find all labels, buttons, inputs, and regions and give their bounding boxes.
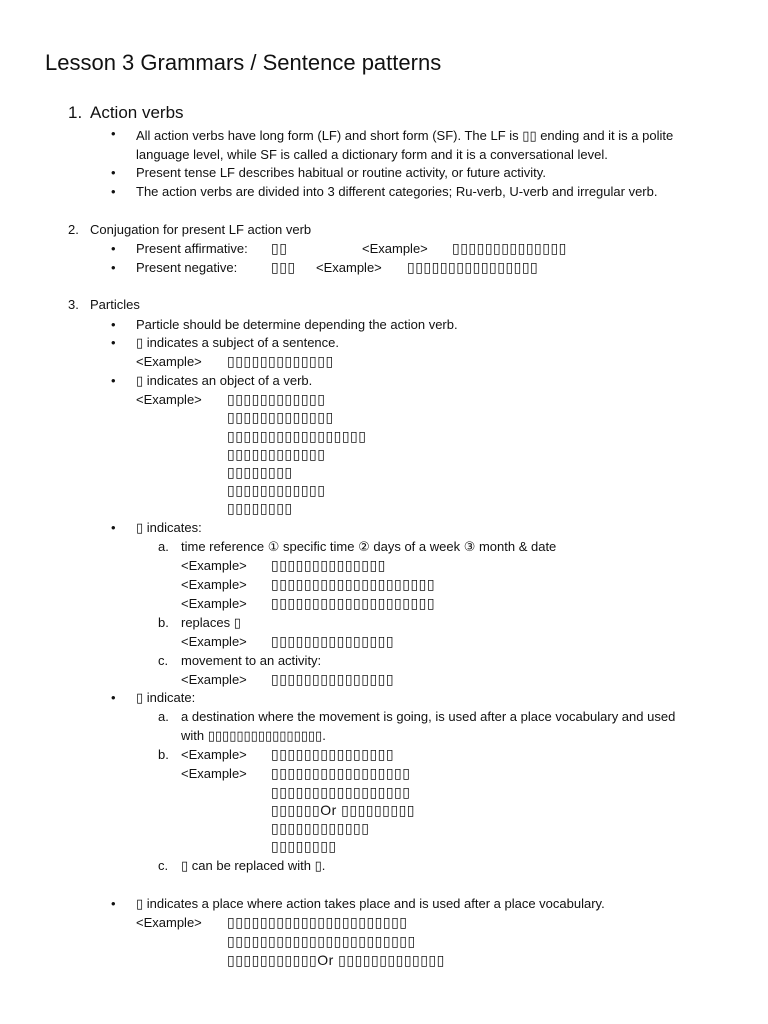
bullet-icon: • <box>111 126 116 141</box>
object-example-line: ▯▯▯▯▯▯▯▯ <box>227 464 293 480</box>
bullet-icon: • <box>111 690 116 705</box>
section-3-heading: Particles <box>90 297 140 312</box>
section-2-number: 2. <box>68 222 79 237</box>
example-label: <Example> <box>316 260 382 275</box>
section-1-heading: Action verbs <box>90 103 184 122</box>
example-label: <Example> <box>181 577 247 592</box>
object-example-line: ▯▯▯▯▯▯▯▯ <box>227 500 293 516</box>
he-example-line: ▯▯▯▯▯▯▯▯ <box>271 838 337 854</box>
bullet-icon: • <box>111 520 116 535</box>
ni-movement: movement to an activity: <box>181 653 322 668</box>
sub-letter: b. <box>158 747 169 762</box>
he-destination-line1: a destination where the movement is going, is used after a place vocabulary and used <box>181 709 676 724</box>
de-example-line: ▯▯▯▯▯▯▯▯▯▯▯▯▯▯▯▯▯▯▯▯▯▯ <box>227 914 408 930</box>
he-example-line: ▯▯▯▯▯▯▯▯▯▯▯▯ <box>271 820 370 836</box>
bullet-icon: • <box>111 260 116 275</box>
particles-intro: Particle should be determine depending the action verb. <box>136 317 458 332</box>
example-label: <Example> <box>181 596 247 611</box>
particle-subject: ▯ indicates a subject of a sentence. <box>136 335 339 350</box>
present-affirmative-example: ▯▯▯▯▯▯▯▯▯▯▯▯▯▯ <box>452 240 567 256</box>
example-label: <Example> <box>362 241 428 256</box>
s1-bullet-categories: The action verbs are divided into 3 different categories; Ru-verb, U-verb and irregular verb. <box>136 184 658 199</box>
example-label: <Example> <box>136 915 202 930</box>
present-negative-label: Present negative: <box>136 260 238 275</box>
object-example-line: ▯▯▯▯▯▯▯▯▯▯▯▯▯▯▯▯▯ <box>227 428 367 444</box>
bullet-icon: • <box>111 317 116 332</box>
he-example-line: ▯▯▯▯▯▯Or ▯▯▯▯▯▯▯▯▯ <box>271 802 416 818</box>
example-label: <Example> <box>136 354 202 369</box>
ni-movement-example: ▯▯▯▯▯▯▯▯▯▯▯▯▯▯▯ <box>271 671 395 687</box>
s1-bullet-present-tense: Present tense LF describes habitual or routine activity, or future activity. <box>136 165 546 180</box>
s1-bullet-lf-sf: All action verbs have long form (LF) and short form (SF). The LF is ▯▯ ending and it is a polite language level, while SF is called a dictionary form and it is a conversational level. <box>136 128 674 162</box>
particle-he: ▯ indicate: <box>136 690 196 705</box>
he-example-line: ▯▯▯▯▯▯▯▯▯▯▯▯▯▯▯▯▯ <box>271 765 411 781</box>
he-replaced-with: ▯ can be replaced with ▯. <box>181 858 326 873</box>
particle-ni: ▯ indicates: <box>136 520 202 535</box>
sub-letter: c. <box>158 858 169 873</box>
sub-letter: c. <box>158 653 169 668</box>
object-example-line: ▯▯▯▯▯▯▯▯▯▯▯▯ <box>227 482 326 498</box>
present-negative-example: ▯▯▯▯▯▯▯▯▯▯▯▯▯▯▯▯ <box>407 259 539 275</box>
bullet-icon: • <box>111 373 116 388</box>
example-label: <Example> <box>181 766 247 781</box>
he-destination-line2: with ▯▯▯▯▯▯▯▯▯▯▯▯▯▯▯▯. <box>181 728 326 743</box>
example-label: <Example> <box>136 392 202 407</box>
object-example-line: ▯▯▯▯▯▯▯▯▯▯▯▯ <box>227 446 326 462</box>
ni-time-example: ▯▯▯▯▯▯▯▯▯▯▯▯▯▯▯▯▯▯▯▯ <box>271 576 436 592</box>
example-label: <Example> <box>181 634 247 649</box>
particle-de: ▯ indicates a place where action takes place and is used after a place vocabulary. <box>136 896 605 911</box>
ni-time-example: ▯▯▯▯▯▯▯▯▯▯▯▯▯▯ <box>271 557 386 573</box>
present-negative-form: ▯▯▯ <box>271 259 296 275</box>
ni-time-example: ▯▯▯▯▯▯▯▯▯▯▯▯▯▯▯▯▯▯▯▯ <box>271 595 436 611</box>
de-example-line: ▯▯▯▯▯▯▯▯▯▯▯▯▯▯▯▯▯▯▯▯▯▯▯ <box>227 933 416 949</box>
example-label: <Example> <box>181 747 247 762</box>
particle-object: ▯ indicates an object of a verb. <box>136 373 313 388</box>
ni-replaces: replaces ▯ <box>181 615 241 630</box>
sub-letter: a. <box>158 539 169 554</box>
section-2-heading: Conjugation for present LF action verb <box>90 222 312 237</box>
example-label: <Example> <box>181 672 247 687</box>
bullet-icon: • <box>111 165 116 180</box>
he-example-line: ▯▯▯▯▯▯▯▯▯▯▯▯▯▯▯▯▯ <box>271 784 411 800</box>
bullet-icon: • <box>111 241 116 256</box>
present-affirmative-form: ▯▯ <box>271 240 288 256</box>
sub-letter: b. <box>158 615 169 630</box>
present-affirmative-label: Present affirmative: <box>136 241 248 256</box>
he-example: ▯▯▯▯▯▯▯▯▯▯▯▯▯▯▯ <box>271 746 395 762</box>
bullet-icon: • <box>111 184 116 199</box>
sub-letter: a. <box>158 709 169 724</box>
de-example-line: ▯▯▯▯▯▯▯▯▯▯▯Or ▯▯▯▯▯▯▯▯▯▯▯▯▯ <box>227 952 445 968</box>
bullet-icon: • <box>111 335 116 350</box>
ni-replaces-example: ▯▯▯▯▯▯▯▯▯▯▯▯▯▯▯ <box>271 633 395 649</box>
ni-time-reference: time reference ① specific time ② days of a week ③ month & date <box>181 539 557 554</box>
object-example-line: ▯▯▯▯▯▯▯▯▯▯▯▯▯ <box>227 409 334 425</box>
object-example-line: ▯▯▯▯▯▯▯▯▯▯▯▯ <box>227 391 326 407</box>
section-1-number: 1. <box>68 103 83 122</box>
page-title: Lesson 3 Grammars / Sentence patterns <box>45 50 442 75</box>
bullet-icon: • <box>111 896 116 911</box>
section-3-number: 3. <box>68 297 79 312</box>
particle-subject-example: ▯▯▯▯▯▯▯▯▯▯▯▯▯ <box>227 353 334 369</box>
example-label: <Example> <box>181 558 247 573</box>
